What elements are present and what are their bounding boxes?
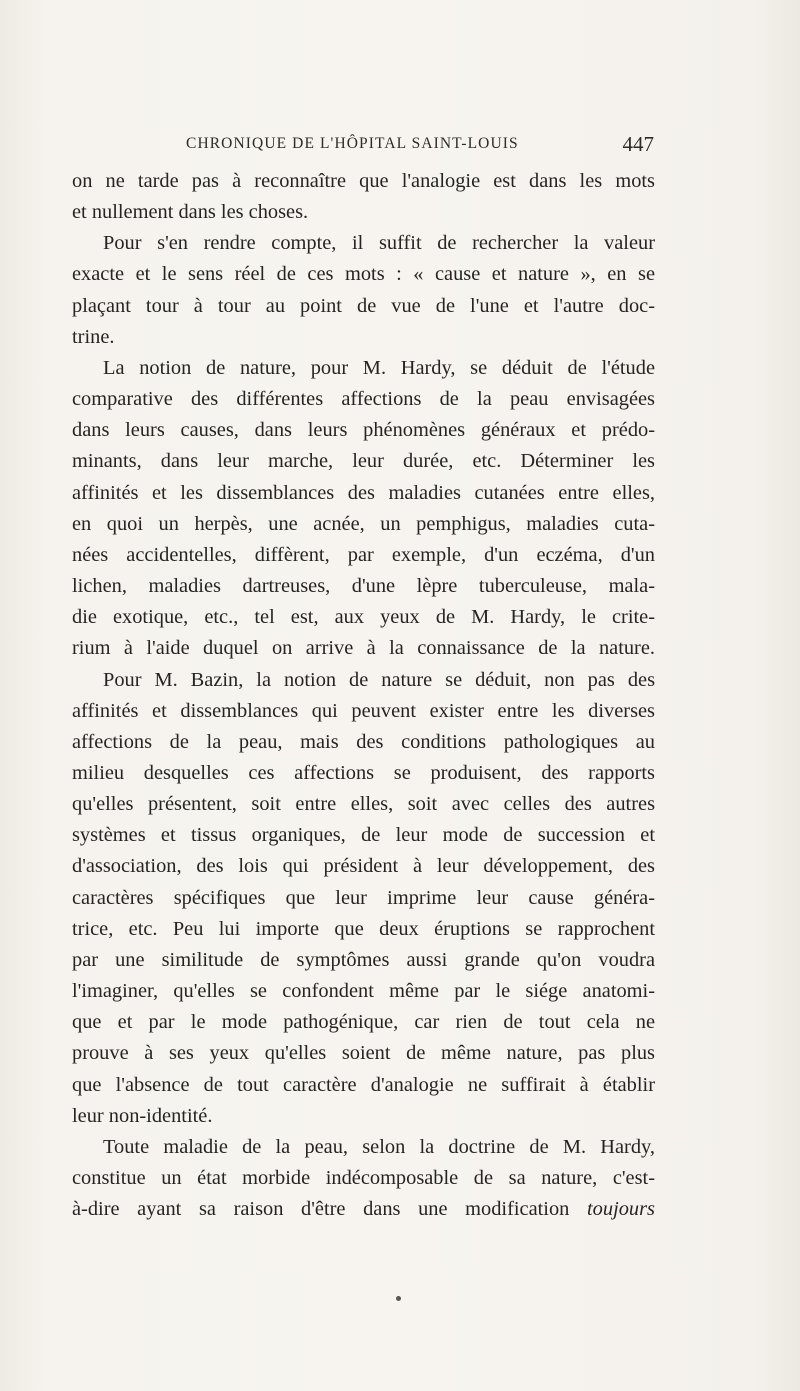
text-line: La notion de nature, pour M. Hardy, se déduit de l'étude bbox=[103, 356, 655, 379]
page-number: 447 bbox=[622, 132, 654, 156]
text-line bbox=[72, 1194, 655, 1225]
text-line: affinités et les dissemblances des maladies cutanées entre elles, bbox=[72, 481, 655, 504]
text-line: Pour s'en rendre compte, il suffit de rechercher la valeur bbox=[103, 232, 655, 255]
printer-dot bbox=[396, 1296, 401, 1301]
text-line: on ne tarde pas à reconnaître que l'analogie est dans les mots bbox=[72, 170, 655, 192]
text-line: l'imaginer, qu'elles se confondent même par le siége anatomi- bbox=[72, 980, 655, 1003]
text-line: affections de la peau, mais des conditions pathologiques au bbox=[72, 730, 655, 753]
text-line-span: à-dire ayant sa raison d'être dans une modification bbox=[72, 1198, 570, 1221]
text-line: plaçant tour à tour au point de vue de l'une et l'autre doc- bbox=[72, 294, 655, 317]
text-line: trice, etc. Peu lui importe que deux éruptions se rapprochent bbox=[72, 917, 655, 940]
text-line: que et par le mode pathogénique, car rien de tout cela ne bbox=[72, 1011, 655, 1034]
italic-word: toujours bbox=[587, 1198, 655, 1221]
text-line: lichen, maladies dartreuses, d'une lèpre tuberculeuse, mala- bbox=[72, 575, 655, 598]
text-line: affinités et dissemblances qui peuvent exister entre les diverses bbox=[72, 699, 655, 722]
text-line: rium à l'aide duquel on arrive à la connaissance de la nature. bbox=[72, 637, 655, 660]
text-line: et nullement dans les choses. bbox=[72, 201, 309, 224]
text-line: milieu desquelles ces affections se produisent, des rapports bbox=[72, 761, 655, 784]
text-line: en quoi un herpès, une acnée, un pemphigus, maladies cuta- bbox=[72, 512, 655, 535]
text-line: systèmes et tissus organiques, de leur mode de succession et bbox=[72, 824, 655, 847]
text-line: prouve à ses yeux qu'elles soient de même nature, pas plus bbox=[72, 1042, 655, 1065]
text-line: dans leurs causes, dans leurs phénomènes généraux et prédo- bbox=[72, 419, 655, 442]
page-header bbox=[186, 132, 656, 158]
text-line: minants, dans leur marche, leur durée, etc. Déterminer les bbox=[72, 450, 655, 473]
text-line: que l'absence de tout caractère d'analogie ne suffirait à établir bbox=[72, 1073, 655, 1096]
text-line: exacte et le sens réel de ces mots : « cause et nature », en se bbox=[72, 263, 655, 286]
text-line: Pour M. Bazin, la notion de nature se déduit, non pas des bbox=[103, 668, 655, 691]
text-line: trine. bbox=[72, 325, 115, 348]
text-line: constitue un état morbide indécomposable de sa nature, c'est- bbox=[72, 1167, 655, 1189]
text-line: qu'elles présentent, soit entre elles, soit avec celles des autres bbox=[72, 793, 655, 816]
running-head: CHRONIQUE DE L'HÔPITAL SAINT-LOUIS bbox=[186, 135, 519, 152]
text-line: par une similitude de symptômes aussi grande qu'on voudra bbox=[72, 948, 655, 971]
text-line: d'association, des lois qui président à leur développement, des bbox=[72, 855, 655, 878]
text-line: nées accidentelles, diffèrent, par exemple, d'un eczéma, d'un bbox=[72, 543, 655, 566]
text-line: comparative des différentes affections de la peau envisagées bbox=[72, 388, 655, 411]
body-text bbox=[72, 166, 655, 1225]
text-line: die exotique, etc., tel est, aux yeux de M. Hardy, le crite- bbox=[72, 606, 655, 629]
text-line: Toute maladie de la peau, selon la doctrine de M. Hardy, bbox=[103, 1135, 655, 1158]
text-line: leur non-identité. bbox=[72, 1104, 213, 1127]
text-line: caractères spécifiques que leur imprime leur cause généra- bbox=[72, 886, 655, 909]
